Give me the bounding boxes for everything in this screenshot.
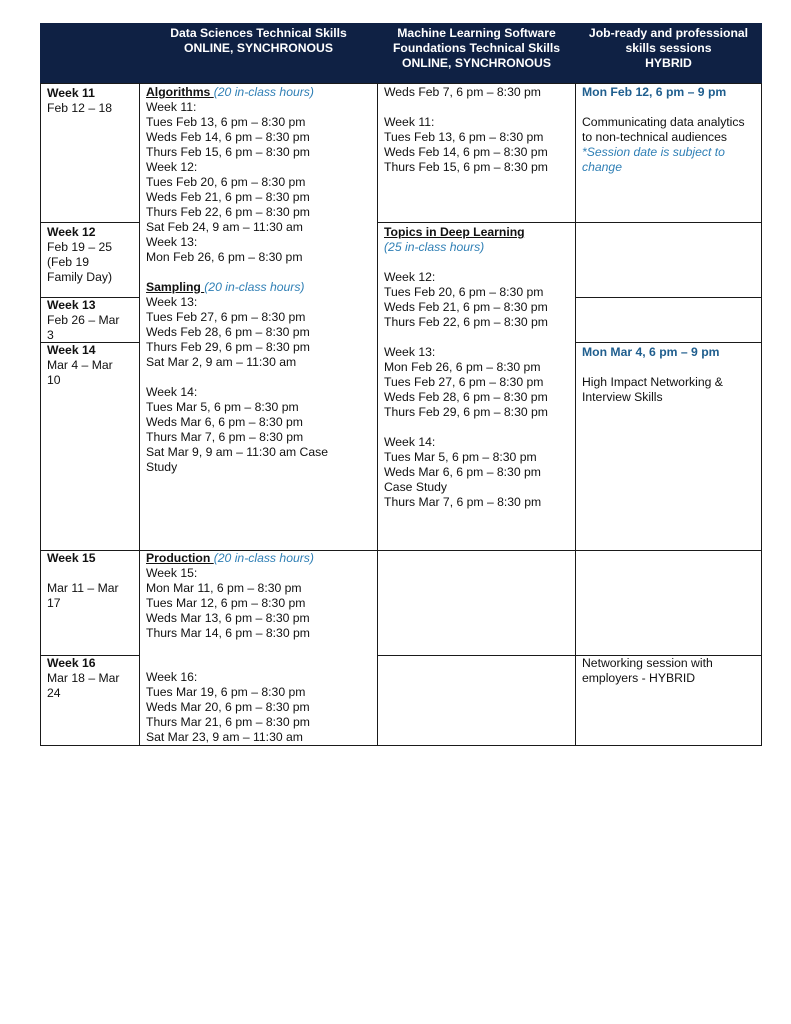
week-14-label: Week 14	[47, 343, 96, 357]
ds-sampling-hours: (20 in-class hours)	[204, 280, 305, 294]
week-14-dates-1: Mar 4 – Mar	[47, 358, 113, 372]
ds-line: Week 13:	[146, 295, 198, 309]
ml-spacer	[384, 420, 569, 435]
ds-production-cell	[139, 550, 378, 746]
header-ds-title: Data Sciences Technical Skills	[170, 26, 347, 40]
ds-line: Thurs Mar 14, 6 pm – 8:30 pm	[146, 626, 310, 640]
ds-line: Study	[146, 460, 178, 474]
ml-line: Thurs Mar 7, 6 pm – 8:30 pm	[384, 495, 542, 509]
ds-spacer	[146, 370, 371, 385]
ds-line: Tues Feb 20, 6 pm – 8:30 pm	[146, 175, 306, 189]
job-session-1-note: *Session date is subject to change	[582, 145, 725, 174]
week-13-cell	[40, 297, 140, 343]
week-12-dates: Feb 19 – 25	[47, 240, 113, 254]
ml-week-16-cell	[377, 655, 576, 746]
ds-production-heading	[146, 551, 371, 566]
header-ml-software	[377, 23, 576, 84]
job-week-12-cell	[575, 222, 762, 298]
ds-line: Sat Feb 24, 9 am – 11:30 am	[146, 220, 303, 234]
header-ds-mode: ONLINE, SYNCHRONOUS	[184, 41, 333, 55]
header-ml-title-1: Machine Learning Software	[397, 26, 556, 40]
ml-deep-hours: (25 in-class hours)	[384, 240, 485, 254]
week-12-note-1: (Feb 19	[47, 255, 90, 269]
ml-line: Week 13:	[384, 345, 436, 359]
job-session-3-desc: Networking session with employers - HYBRID	[582, 656, 713, 685]
ds-algorithms-title: Algorithms	[146, 85, 214, 99]
ds-algorithms-heading	[146, 85, 371, 100]
week-15-spacer	[47, 566, 133, 581]
ml-week-11-cell	[377, 83, 576, 223]
header-ml-title-2: Foundations Technical Skills	[392, 41, 561, 55]
job-week-15-cell	[575, 550, 762, 656]
header-job-title-2: skills sessions	[625, 41, 712, 55]
job-spacer	[582, 100, 755, 115]
ds-line: Week 16:	[146, 670, 198, 684]
header-week	[40, 23, 140, 84]
week-12-label: Week 12	[47, 225, 96, 239]
week-15-dates-2: 17	[47, 596, 61, 610]
week-15-label: Week 15	[47, 551, 96, 565]
ml-deep-learning-cell	[377, 222, 576, 551]
ml-line: Weds Feb 21, 6 pm – 8:30 pm	[384, 300, 548, 314]
ds-line: Sat Mar 23, 9 am – 11:30 am	[146, 730, 303, 744]
header-job-title-1: Job-ready and professional	[588, 26, 749, 40]
job-session-2-time: Mon Mar 4, 6 pm – 9 pm	[582, 345, 720, 359]
ds-algorithms-hours: (20 in-class hours)	[213, 85, 314, 99]
ml-line: Weds Feb 7, 6 pm – 8:30 pm	[384, 85, 541, 99]
ds-line: Thurs Feb 29, 6 pm – 8:30 pm	[146, 340, 310, 354]
ds-sampling-heading	[146, 280, 371, 295]
ds-line: Weds Mar 20, 6 pm – 8:30 pm	[146, 700, 310, 714]
ds-algorithms-sampling-cell	[139, 83, 378, 551]
ml-deep-title: Topics in Deep Learning	[384, 225, 525, 239]
ds-line: Tues Mar 12, 6 pm – 8:30 pm	[146, 596, 306, 610]
job-week-13-cell	[575, 297, 762, 343]
week-13-dates-1: Feb 26 – Mar	[47, 313, 120, 327]
ml-line: Case Study	[384, 480, 448, 494]
ds-line: Mon Mar 11, 6 pm – 8:30 pm	[146, 581, 302, 595]
ml-line: Thurs Feb 15, 6 pm – 8:30 pm	[384, 160, 548, 174]
ds-line: Tues Feb 13, 6 pm – 8:30 pm	[146, 115, 306, 129]
week-13-label: Week 13	[47, 298, 96, 312]
ml-line: Weds Feb 28, 6 pm – 8:30 pm	[384, 390, 548, 404]
ml-spacer	[384, 330, 569, 345]
header-job-ready	[575, 23, 762, 84]
week-15-dates-1: Mar 11 – Mar	[47, 581, 119, 595]
header-data-sciences	[139, 23, 378, 84]
job-session-1-cell	[575, 83, 762, 223]
week-12-cell	[40, 222, 140, 298]
ml-week-15-cell	[377, 550, 576, 656]
ml-line: Tues Mar 5, 6 pm – 8:30 pm	[384, 450, 537, 464]
ml-line: Week 11:	[384, 115, 435, 129]
ml-line: Week 12:	[384, 270, 436, 284]
week-11-dates: Feb 12 – 18	[47, 101, 113, 115]
week-16-cell	[40, 655, 140, 746]
ds-spacer	[146, 641, 371, 670]
week-11-cell	[40, 83, 140, 223]
ds-line: Sat Mar 2, 9 am – 11:30 am	[146, 355, 297, 369]
ds-line: Weds Feb 21, 6 pm – 8:30 pm	[146, 190, 310, 204]
job-spacer	[582, 360, 755, 375]
ml-line: Weds Feb 14, 6 pm – 8:30 pm	[384, 145, 548, 159]
ds-sampling-title: Sampling	[146, 280, 205, 294]
ml-line: Thurs Feb 29, 6 pm – 8:30 pm	[384, 405, 548, 419]
week-11-label: Week 11	[47, 86, 95, 100]
ml-line: Tues Feb 27, 6 pm – 8:30 pm	[384, 375, 544, 389]
ds-line: Week 11:	[146, 100, 197, 114]
week-14-dates-2: 10	[47, 373, 61, 387]
ds-line: Weds Feb 14, 6 pm – 8:30 pm	[146, 130, 310, 144]
ds-line: Mon Feb 26, 6 pm – 8:30 pm	[146, 250, 303, 264]
week-15-cell	[40, 550, 140, 656]
ds-line: Week 13:	[146, 235, 198, 249]
ds-line: Tues Mar 5, 6 pm – 8:30 pm	[146, 400, 299, 414]
ml-line: Thurs Feb 22, 6 pm – 8:30 pm	[384, 315, 548, 329]
ml-line: Tues Feb 20, 6 pm – 8:30 pm	[384, 285, 544, 299]
ds-line: Thurs Mar 7, 6 pm – 8:30 pm	[146, 430, 304, 444]
week-12-note-2: Family Day)	[47, 270, 113, 284]
week-14-cell	[40, 342, 140, 551]
job-session-2-cell	[575, 342, 762, 551]
week-16-dates-2: 24	[47, 686, 61, 700]
ds-spacer	[146, 265, 371, 280]
week-16-label: Week 16	[47, 656, 96, 670]
ds-line: Thurs Mar 21, 6 pm – 8:30 pm	[146, 715, 310, 729]
header-ml-mode: ONLINE, SYNCHRONOUS	[402, 56, 551, 70]
ds-line: Week 15:	[146, 566, 198, 580]
header-job-mode: HYBRID	[645, 56, 692, 70]
ds-line: Tues Mar 19, 6 pm – 8:30 pm	[146, 685, 306, 699]
ds-line: Week 12:	[146, 160, 198, 174]
ml-line: Mon Feb 26, 6 pm – 8:30 pm	[384, 360, 541, 374]
job-session-1-time: Mon Feb 12, 6 pm – 9 pm	[582, 85, 727, 99]
job-session-1-desc: Communicating data analytics to non-technical audiences	[582, 115, 745, 144]
ml-line: Weds Mar 6, 6 pm – 8:30 pm	[384, 465, 541, 479]
ds-production-title: Production	[146, 551, 214, 565]
ml-line: Tues Feb 13, 6 pm – 8:30 pm	[384, 130, 544, 144]
ml-spacer	[384, 100, 569, 115]
ds-line: Sat Mar 9, 9 am – 11:30 am Case	[146, 445, 328, 459]
ml-line: Week 14:	[384, 435, 436, 449]
week-16-dates-1: Mar 18 – Mar	[47, 671, 120, 685]
ds-line: Weds Mar 13, 6 pm – 8:30 pm	[146, 611, 310, 625]
ds-line: Weds Feb 28, 6 pm – 8:30 pm	[146, 325, 310, 339]
ds-line: Thurs Feb 22, 6 pm – 8:30 pm	[146, 205, 310, 219]
job-session-3-cell	[575, 655, 762, 746]
ds-line: Tues Feb 27, 6 pm – 8:30 pm	[146, 310, 306, 324]
job-session-2-desc: High Impact Networking & Interview Skills	[582, 375, 723, 404]
schedule-table	[40, 23, 762, 746]
ds-line: Week 14:	[146, 385, 198, 399]
ds-line: Thurs Feb 15, 6 pm – 8:30 pm	[146, 145, 310, 159]
ds-line: Weds Mar 6, 6 pm – 8:30 pm	[146, 415, 303, 429]
ds-production-hours: (20 in-class hours)	[213, 551, 314, 565]
ml-spacer	[384, 255, 569, 270]
week-13-dates-2: 3	[47, 328, 54, 342]
